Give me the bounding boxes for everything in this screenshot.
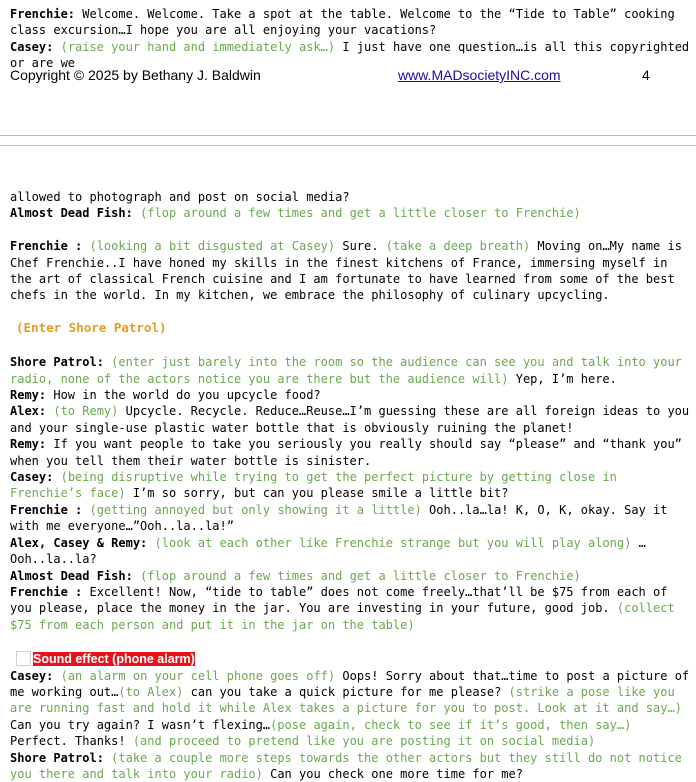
dialogue-text: Can you try again? I wasn’t flexing… xyxy=(10,717,271,732)
stage-direction: (enter just barely into the room so the audience can see you and talk into your radio, none of the actors notice you are there but the audience will) xyxy=(10,355,682,386)
speaker-name: Shore Patrol: xyxy=(10,750,104,765)
speaker-name: Casey: xyxy=(10,39,54,54)
dialogue-line xyxy=(10,6,690,39)
stage-direction: (take a couple more steps towards the other actors but they still do not notice you there and talk into your radio) xyxy=(10,750,682,781)
sound-effect-checkbox[interactable] xyxy=(16,651,31,666)
stage-direction: (to Alex) xyxy=(118,684,184,699)
stage-direction: (being disruptive while trying to get the perfect picture by getting close in Frenchie’s face) xyxy=(10,470,617,501)
stage-direction: (collect $75 from each person and put it in the jar on the table) xyxy=(10,601,675,632)
speaker-name: Shore Patrol: xyxy=(10,355,104,370)
dialogue-text: Yep, I’m here. xyxy=(508,371,617,386)
stage-direction: (look at each other like Frenchie strange but you will play along) xyxy=(154,535,632,550)
speaker-name: Casey: xyxy=(10,470,54,485)
sound-effect-cue xyxy=(10,651,690,667)
stage-direction: (getting annoyed but only showing it a little) xyxy=(89,502,422,517)
dialogue-text: Oops! Sorry about that…time to post a picture of me working out… xyxy=(10,668,690,699)
dialogue-line xyxy=(10,387,690,403)
page-break-line-bottom xyxy=(0,145,696,146)
dialogue-text: Upcycle. Recycle. Reduce…Reuse…I’m guessing these are all foreign ideas to you and your single-use plastic water bottle that is obviously ruining the planet! xyxy=(10,404,690,435)
dialogue-line xyxy=(10,189,690,205)
sound-effect-label: Sound effect (phone alarm) xyxy=(33,652,195,667)
dialogue-line xyxy=(10,568,690,584)
stage-direction: (flop around a few times and get a little closer to Frenchie) xyxy=(140,568,581,583)
website-link[interactable]: www.MADsocietyINC.com xyxy=(398,67,561,83)
dialogue-line xyxy=(10,668,690,750)
speaker-name: Frenchie: xyxy=(10,7,76,21)
dialogue-text: Moving on…My name is Chef Frenchie..I have honed my skills in the finest kitchens of France, immersing myself in the art of classical French cuisine and I am fortunate to have learned from some of the best chefs in the world. In my kitchen, we embrace the philosophy of culinary upcycling. xyxy=(10,239,682,303)
dialogue-line xyxy=(10,238,690,304)
dialogue-line xyxy=(10,469,690,502)
dialogue-text: allowed to photograph and post on social media? xyxy=(10,190,350,204)
dialogue-text: Excellent! Now, “tide to table” does not come freely…that’ll be $75 from each of you please, place the money in the jar. You are investing in your future, good job. xyxy=(10,584,668,616)
copyright-notice: Copyright © 2025 by Bethany J. Baldwin xyxy=(10,67,261,83)
speaker-name: Alex: xyxy=(10,404,47,419)
stage-direction: (and proceed to pretend like you are posting it on social media) xyxy=(132,734,596,749)
speaker-name: Frenchie : xyxy=(10,584,83,599)
stage-direction: (looking a bit disgusted at Casey) xyxy=(89,239,336,254)
dialogue-line xyxy=(10,403,690,436)
speaker-name: Frenchie : xyxy=(10,502,83,517)
dialogue-line xyxy=(10,584,690,633)
speaker-name: Frenchie : xyxy=(10,239,83,254)
dialogue-text: Welcome. Welcome. Take a spot at the table. Welcome to the “Tide to Table” cooking class excursion…I hope you are all enjoying your vacations? xyxy=(10,7,675,38)
stage-direction: (strike a pose like you are running fast and hold it while Alex takes a picture for you to post. Look at it and say…) xyxy=(10,684,682,716)
dialogue-line xyxy=(10,354,690,387)
stage-direction: (an alarm on your cell phone goes off) xyxy=(60,668,336,683)
dialogue-text: Can you check one more time for me? xyxy=(262,766,523,781)
speaker-name: Remy: xyxy=(10,437,47,452)
dialogue-text: can you take a quick picture for me please? xyxy=(183,684,509,699)
speaker-name: Almost Dead Fish: xyxy=(10,568,133,583)
dialogue-text: Sure. xyxy=(335,239,386,254)
previous-page-end xyxy=(10,6,690,72)
dialogue-text: I’m so sorry, but can you please smile a little bit? xyxy=(125,486,509,501)
stage-direction: (raise your hand and immediately ask…) xyxy=(60,39,336,54)
dialogue-line xyxy=(10,535,690,568)
enter-shore-patrol-direction: (Enter Shore Patrol) xyxy=(16,319,167,335)
dialogue-text: If you want people to take you seriously you really should say “please” and “thank you” when you tell them their water bottle is sinister. xyxy=(10,437,682,468)
dialogue-line xyxy=(10,436,690,469)
dialogue-text: Perfect. Thanks! xyxy=(10,734,133,749)
dialogue-text: …Ooh..la..la? xyxy=(10,535,646,567)
dialogue-text: I just have one question…is all this copyrighted or are we xyxy=(10,39,690,71)
stage-direction: (flop around a few times and get a little closer to Frenchie) xyxy=(140,206,581,221)
stage-direction: (to Remy) xyxy=(53,404,119,419)
speaker-name: Casey: xyxy=(10,668,54,683)
stage-direction: (take a deep breath) xyxy=(385,239,531,254)
page-number: 4 xyxy=(642,67,650,83)
page-break-line-top xyxy=(0,135,696,136)
script-page xyxy=(10,189,690,782)
dialogue-line xyxy=(10,750,690,782)
speaker-name: Almost Dead Fish: xyxy=(10,206,133,221)
speaker-name: Alex, Casey & Remy: xyxy=(10,535,148,550)
dialogue-text: How in the world do you upcycle food? xyxy=(46,388,321,403)
dialogue-line xyxy=(10,502,690,535)
speaker-name: Remy: xyxy=(10,388,47,403)
dialogue-line xyxy=(10,205,690,221)
dialogue-text: Ooh..la…la! K, O, K, okay. Say it with me everyone…”Ooh..la..la!” xyxy=(10,502,668,534)
stage-direction: (pose again, check to see if it’s good, then say…) xyxy=(270,717,632,732)
